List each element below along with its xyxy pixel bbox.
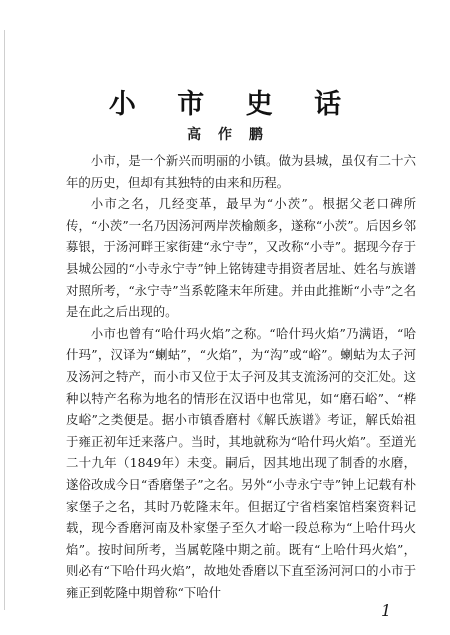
paragraph: 小市之名，几经变革，最早为“小茨”。根据父老口碑所传，“小茨”一名乃因汤河两岸茨榆颇多，遂称“小茨”。后因乡邻募银，于汤河畔王家街建“永宁寺”，又改称“小寺”。据现今存于县城公园的“小寺永宁寺”钟上铭铸建寺捐资者居址、姓名与族谱对照所考，“永宁寺”当系乾隆末年所建。并由此推断“小寺”之名是在此之后出现的。 [66,196,416,320]
page-number: 1 [381,601,392,620]
article-author: 高 作 鹏 [187,127,269,143]
paragraph: 小市，是一个新兴而明丽的小镇。做为县城，虽仅有二十六年的历史，但却有其独特的由来和历程。 [66,153,416,190]
article-body [66,150,416,603]
paragraph: 小市也曾有“哈什玛火焰”之称。“哈什玛火焰”乃满语，“哈什玛”，汉译为“蝲蛄”，“火焰”，为“沟”或“峪”。蝲蛄为太子河及汤河之特产，而小市又位于太子河及其支流汤河的交汇处。这种以特产名称为地名的情形在汉语中也常见，如“磨石峪”、“桦皮峪”之类便是。据小市镇香磨村《解氏族谱》考证，解氏始祖于雍正初年迁来落户。当时，其地就称为“哈什玛火焰”。至道光二十九年（1849年）未变。嗣后，因其地出现了制香的水磨，遂俗改成今日“香磨堡子”之名。另外“小寺永宁寺”钟上记载有朴家堡子之名，其时乃乾隆末年。但据辽宁省档案馆档案资料记载，现今香磨河南及朴家堡子至久才峪一段总称为“上哈什玛火焰”。按时间所考，当属乾隆中期之前。既有“上哈什玛火焰”，则必有“下哈什玛火焰”，故地处香磨以下直至汤河河口的小市于雍正到乾隆中期曾称“下哈什 [66,325,416,600]
article-title: 小 市 史 话 [108,89,358,120]
